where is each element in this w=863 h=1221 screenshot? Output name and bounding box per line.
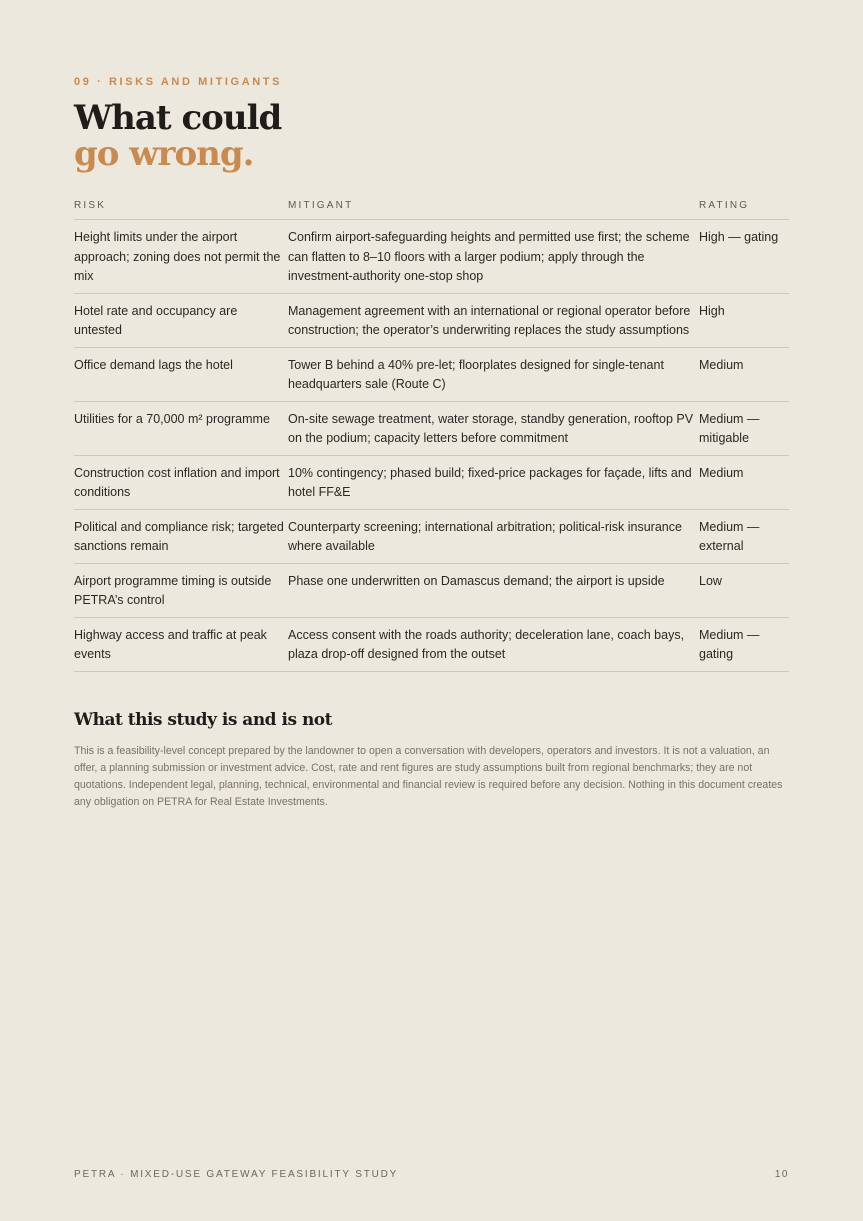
rating-cell: Medium: [699, 347, 789, 401]
table-row: [74, 347, 789, 401]
risk-cell: Office demand lags the hotel: [74, 347, 288, 401]
mitigant-cell: Confirm airport-safeguarding heights and permitted use first; the scheme can flatten to 8–10 floors with a larger podium; apply through the investment-authority one-stop shop: [288, 220, 699, 294]
mitigant-cell: Phase one underwritten on Damascus demand; the airport is upside: [288, 563, 699, 617]
rating-cell: High — gating: [699, 220, 789, 294]
header-risk: RISK: [74, 196, 288, 220]
risk-cell: Hotel rate and occupancy are untested: [74, 293, 288, 347]
header-rating: RATING: [699, 196, 789, 220]
table-header-row: [74, 196, 789, 220]
table-row: [74, 509, 789, 563]
mitigant-cell: Counterparty screening; international arbitration; political-risk insurance where available: [288, 509, 699, 563]
title-line-1: What could: [74, 98, 282, 138]
title-line-2: go wrong.: [74, 134, 254, 174]
mitigant-cell: Tower B behind a 40% pre-let; floorplates designed for single-tenant headquarters sale (Route C): [288, 347, 699, 401]
risk-cell: Highway access and traffic at peak events: [74, 617, 288, 671]
mitigant-cell: 10% contingency; phased build; fixed-price packages for façade, lifts and hotel FF&E: [288, 455, 699, 509]
rating-cell: Low: [699, 563, 789, 617]
risk-table: [74, 196, 789, 672]
page-title: [74, 100, 281, 172]
risk-cell: Construction cost inflation and import conditions: [74, 455, 288, 509]
mitigant-cell: Access consent with the roads authority; deceleration lane, coach bays, plaza drop-off designed from the outset: [288, 617, 699, 671]
rating-cell: Medium — gating: [699, 617, 789, 671]
table-row: [74, 563, 789, 617]
rating-cell: Medium — mitigable: [699, 401, 789, 455]
table-row: [74, 220, 789, 294]
footer-page-number: 10: [774, 1169, 789, 1180]
table-row: [74, 617, 789, 671]
risk-cell: Political and compliance risk; targeted sanctions remain: [74, 509, 288, 563]
mitigant-cell: On-site sewage treatment, water storage, standby generation, rooftop PV on the podium; capacity letters before commitment: [288, 401, 699, 455]
rating-cell: Medium: [699, 455, 789, 509]
header-mitigant: MITIGANT: [288, 196, 699, 220]
table-row: [74, 401, 789, 455]
risk-cell: Airport programme timing is outside PETRA’s control: [74, 563, 288, 617]
footer-document-title: PETRA · MIXED-USE GATEWAY FEASIBILITY STUDY: [74, 1169, 399, 1180]
rating-cell: High: [699, 293, 789, 347]
risk-cell: Height limits under the airport approach; zoning does not permit the mix: [74, 220, 288, 294]
table-row: [74, 293, 789, 347]
rating-cell: Medium — external: [699, 509, 789, 563]
disclaimer-text: This is a feasibility-level concept prepared by the landowner to open a conversation with developers, operators and investors. It is not a valuation, an offer, a planning submission or investment advice. Cost, rate and rent figures are study assumptions built from regional benchmarks; they are not quotations. Independent legal, planning, technical, environmental and financial review is required before any decision. Nothing in this document creates any obligation on PETRA for Real Estate Investments.: [74, 745, 783, 808]
risk-cell: Utilities for a 70,000 m² programme: [74, 401, 288, 455]
mitigant-cell: Management agreement with an international or regional operator before construction; the operator’s underwriting replaces the study assumptions: [288, 293, 699, 347]
section-eyebrow: 09 · RISKS AND MITIGANTS: [74, 76, 283, 88]
table-row: [74, 455, 789, 509]
note-heading: What this study is and is not: [74, 710, 332, 730]
